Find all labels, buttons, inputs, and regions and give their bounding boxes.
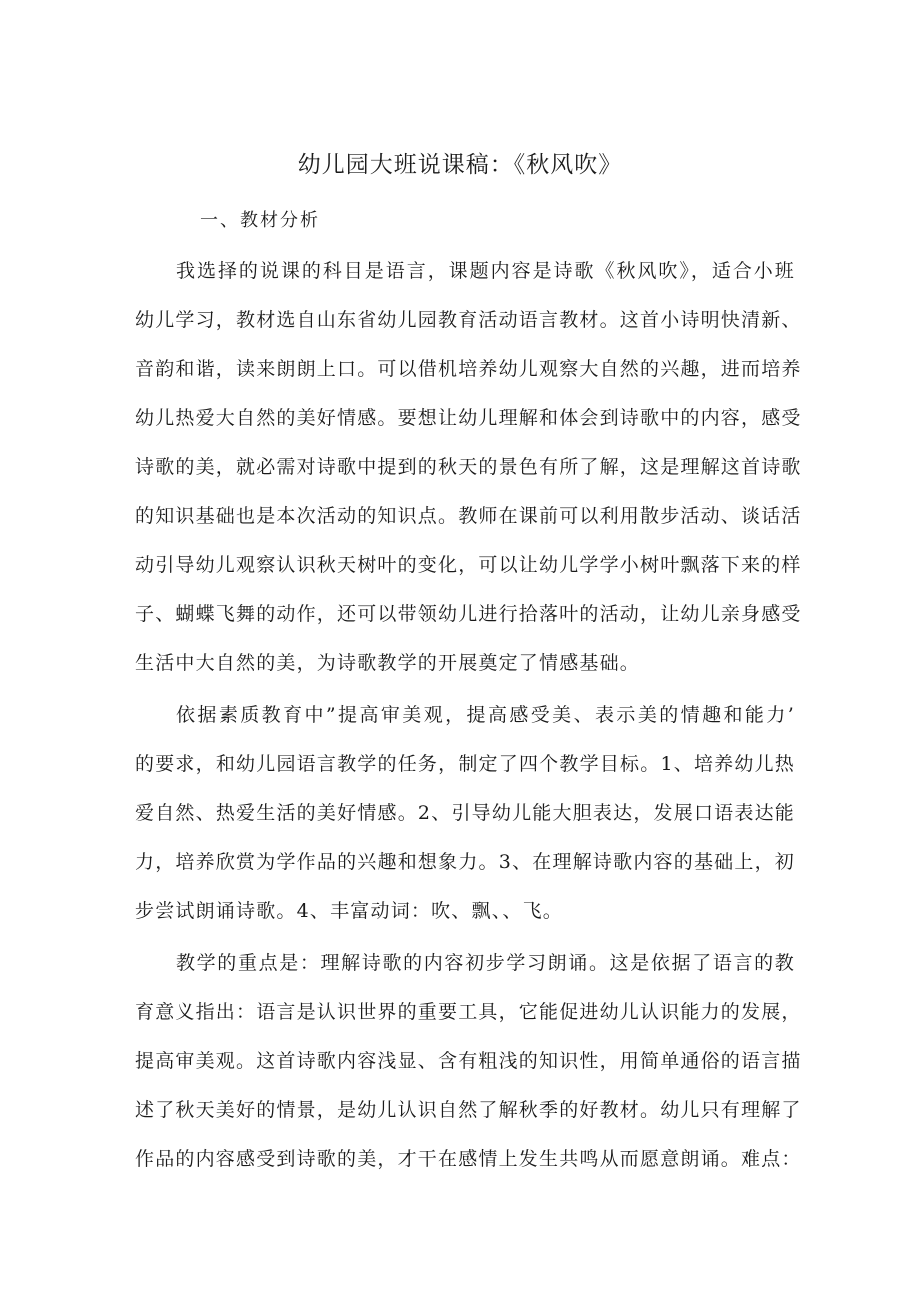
paragraph-line: 的知识基础也是本次活动的知识点。教师在课前可以利用散步活动、谈话活	[135, 505, 802, 527]
paragraph-line: 爱自然、热爱生活的美好情感。2、引导幼儿能大胆表达，发展口语表达能	[135, 802, 795, 824]
paragraph-line: 作品的内容感受到诗歌的美，才干在感情上发生共鸣从而愿意朗诵。难点：	[135, 1148, 802, 1170]
paragraph-line: 诗歌的美，就必需对诗歌中提到的秋天的景色有所了解，这是理解这首诗歌	[135, 456, 802, 478]
paragraph-line: 幼儿学习，教材选自山东省幼儿园教育活动语言教材。这首小诗明快清新、	[135, 309, 802, 331]
paragraph-line: 步尝试朗诵诗歌。4、丰富动词：吹、飘、、飞。	[135, 900, 563, 922]
paragraph-line: 生活中大自然的美，为诗歌教学的开展奠定了情感基础。	[135, 652, 641, 674]
paragraph-line: 力，培养欣赏为学作品的兴趣和想象力。3、在理解诗歌内容的基础上，初	[135, 851, 795, 873]
paragraph-line: 动引导幼儿观察认识秋天树叶的变化，可以让幼儿学学小树叶飘落下来的样	[135, 554, 802, 576]
paragraph-line: 述了秋天美好的情景，是幼儿认识自然了解秋季的好教材。幼儿只有理解了	[135, 1099, 802, 1121]
paragraph-line: 音韵和谐，读来朗朗上口。可以借机培养幼儿观察大自然的兴趣，进而培养	[135, 358, 802, 380]
paragraph-line: 教学的重点是：理解诗歌的内容初步学习朗诵。这是依据了语言的教	[176, 952, 795, 974]
section-heading: 一、教材分析	[200, 210, 320, 231]
paragraph-line: 幼儿热爱大自然的美好情感。要想让幼儿理解和体会到诗歌中的内容，感受	[135, 407, 802, 429]
paragraph-line: 依据素质教育中”提高审美观，提高感受美、表示美的情趣和能力’	[176, 704, 795, 726]
paragraph-line: 的要求，和幼儿园语言教学的任务，制定了四个教学目标。1、培养幼儿热	[135, 753, 795, 775]
paragraph-line: 子、蝴蝶飞舞的动作，还可以带领幼儿进行拾落叶的活动，让幼儿亲身感受	[135, 603, 802, 625]
paragraph-line: 育意义指出：语言是认识世界的重要工具，它能促进幼儿认识能力的发展，	[135, 1001, 802, 1023]
paragraph-line: 提高审美观。这首诗歌内容浅显、含有粗浅的知识性，用简单通俗的语言描	[135, 1050, 802, 1072]
paragraph-line: 我选择的说课的科目是语言，课题内容是诗歌《秋风吹》，适合小班	[176, 260, 795, 282]
document-title: 幼儿园大班说课稿：《秋风吹》	[297, 152, 623, 178]
